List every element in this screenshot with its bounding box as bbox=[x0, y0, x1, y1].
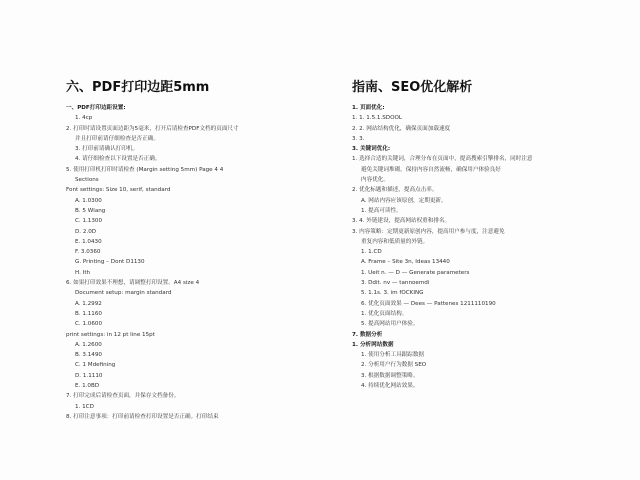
text-line: 2. 分析用户行为数据 SEO bbox=[361, 362, 427, 369]
text-line: 3. 内容策略：定期更新原创内容，提高用户参与度，注意避免 bbox=[352, 228, 505, 235]
text-line: C. 1 Mdefining bbox=[75, 362, 116, 369]
text-line: A. Frame – Site 3n, Ideas 13440 bbox=[361, 259, 450, 266]
text-line: F. 3.0360 bbox=[75, 249, 101, 256]
text-line: B. 5 Wlang bbox=[75, 207, 106, 214]
text-line: 2. 打印时请设置页面边距为5毫米，打开后请检查PDF文档的页面尺寸 bbox=[66, 125, 239, 132]
right-column-body bbox=[352, 103, 584, 391]
text-line: 8. 打印注意事项：打印前请检查打印设置是否正确。打印结束 bbox=[66, 413, 219, 420]
text-line: C. 1.1300 bbox=[75, 218, 103, 225]
text-line: 2. 2. 网站结构优化，确保页面加载速度 bbox=[352, 125, 451, 132]
text-line: D. 1.1110 bbox=[75, 372, 103, 379]
text-line: 3. 4. 外链建设，提高网站权重和排名。 bbox=[352, 218, 451, 225]
text-line: 1. 1. 1.5.1.SDOOL bbox=[352, 115, 403, 122]
text-line: 4. 持续优化网站效果。 bbox=[361, 383, 419, 390]
text-line: 一、PDF打印边距设置: bbox=[66, 105, 126, 111]
text-line: 3. Ddit. nv — tannoemdi bbox=[361, 280, 430, 287]
text-line: E. 1.0BD bbox=[75, 383, 100, 390]
text-line: 1. 使用分析工具跟踪数据 bbox=[361, 352, 425, 359]
text-line: 5. 1.1s. 3. im fOCKING bbox=[361, 290, 424, 297]
text-line: C. 1.0600 bbox=[75, 321, 103, 328]
text-line: B. 1.1160 bbox=[75, 310, 102, 317]
text-line: 3. 关键词优化: bbox=[352, 146, 391, 153]
text-line: 1. 提高可读性。 bbox=[361, 207, 402, 214]
left-column bbox=[66, 80, 292, 422]
text-line: Font settings: Size 10, serif, standard bbox=[66, 187, 171, 194]
text-line: D. 2.0D bbox=[75, 228, 97, 235]
text-line: 5. 使用打印机打印时请检查 (Margin setting 5mm) Page 4 4 bbox=[66, 166, 224, 173]
text-line: 1. Ueit n. — D — Generate parameters bbox=[361, 269, 470, 276]
left-column-title: 六、PDF打印边距5mm bbox=[66, 80, 210, 95]
text-line: 6. 优化页面效果 — Dees — Pattenes 1211110190 bbox=[361, 300, 496, 307]
text-line: A. 1.0300 bbox=[75, 197, 102, 204]
text-line: 内容优化。 bbox=[361, 177, 389, 184]
text-line: 3. 根据数据调整策略。 bbox=[361, 372, 419, 379]
text-line: 1. 1.CD bbox=[361, 249, 382, 256]
text-line: 2. 优化标题和描述，提高点击率。 bbox=[352, 187, 438, 194]
text-line: 避免关键词堆砌，保持内容自然流畅，确保用户体验良好 bbox=[361, 166, 501, 173]
text-line: 6. 如果打印效果不理想，请调整打印设置。A4 size 4 bbox=[66, 280, 200, 287]
text-line: 1. 分析网站数据 bbox=[352, 341, 394, 348]
text-line: E. 1.0430 bbox=[75, 238, 102, 245]
text-line: A. 1.2992 bbox=[75, 300, 102, 307]
left-column-body bbox=[66, 103, 292, 422]
text-line: 7. 打印完成后请检查页面，并保存文档备份。 bbox=[66, 393, 180, 400]
text-line: 1. 1CD bbox=[75, 403, 94, 410]
text-line: 4. 请仔细检查以下设置是否正确。 bbox=[75, 156, 161, 163]
text-line: 3. 打印前请确认打印机。 bbox=[75, 146, 139, 153]
right-column bbox=[352, 80, 584, 391]
text-line: Sections bbox=[75, 177, 99, 184]
text-line: print settings: in 12 pt line 15pt bbox=[66, 331, 155, 338]
text-line: A. 1.2600 bbox=[75, 341, 102, 348]
text-line: 重复内容和低质量的外链。 bbox=[361, 238, 429, 245]
text-line: 1. 页面优化: bbox=[352, 105, 385, 111]
text-line: B. 3.1490 bbox=[75, 352, 102, 359]
text-line: 1. 优化页面结构。 bbox=[361, 310, 408, 317]
text-line: 1. 4cp bbox=[75, 115, 93, 122]
text-line: 3. 3. bbox=[352, 135, 365, 142]
text-line: 并且打印前请仔细检查是否正确。 bbox=[75, 135, 159, 142]
text-line: 7. 数据分析 bbox=[352, 331, 383, 338]
text-line: G. Printing – Dont D1130 bbox=[75, 259, 145, 266]
text-line: 5. 提高网站用户体验。 bbox=[361, 321, 419, 328]
text-line: H. Ith bbox=[75, 269, 91, 276]
right-column-title: 指南、SEO优化解析 bbox=[352, 80, 473, 95]
text-line: Document setup: margin standard bbox=[75, 290, 172, 297]
text-line: 1. 选择合适的关键词，合理分布在页面中，提高搜索引擎排名，同时注意 bbox=[352, 156, 533, 163]
text-line: A. 网站内容应该原创，定期更新。 bbox=[361, 197, 447, 204]
